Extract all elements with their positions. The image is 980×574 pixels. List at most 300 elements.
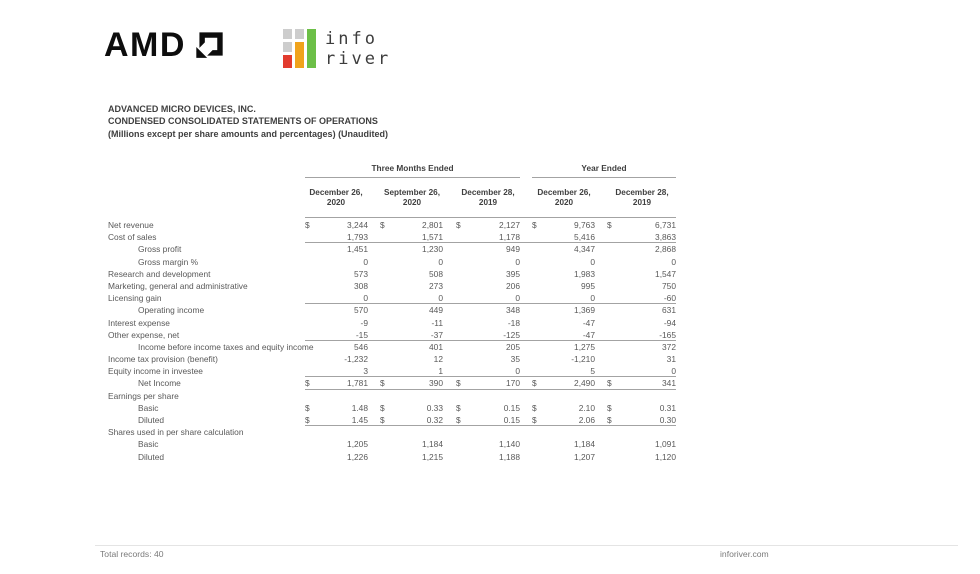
cell-value: 3,244 [347,220,368,230]
row-label: Research and development [108,268,211,279]
value-cell [305,414,368,425]
cell-value: 1,178 [499,232,520,243]
column-header [529,188,599,208]
value-cell [532,353,595,365]
cell-value: 273 [429,280,443,291]
cell-value: 0.15 [503,402,520,413]
row-values [305,256,676,268]
value-cell [607,414,676,425]
value-cell [305,438,368,450]
value-cell [456,329,520,340]
report-title-block [108,103,388,140]
cell-value: 170 [506,378,520,389]
row-label: Diluted [138,451,165,462]
value-cell [456,243,520,255]
row-label: Income before income taxes and equity income [138,341,314,352]
row-values [305,414,676,426]
table-row [108,219,676,231]
value-cell [456,390,520,402]
row-values [305,341,676,353]
cell-value: 0.15 [503,415,520,425]
value-cell [456,414,520,425]
dollar-sign: $ [532,378,537,389]
cell-value: 2,868 [655,244,676,255]
value-cell [532,256,595,268]
cell-value: 1 [438,366,443,377]
column-header-date: December 26, [537,188,591,197]
value-cell [532,451,595,463]
cell-value: 0 [363,256,368,267]
value-cell [380,256,443,268]
column-group-three-months-ended: Three Months Ended [305,162,520,178]
gray-square [283,42,292,52]
table-row [108,231,676,243]
table-row [108,402,676,414]
cell-value: 1,230 [422,244,443,255]
gray-square [295,29,304,39]
inforiver-word-line2: river [325,49,392,69]
value-cell [607,451,676,463]
cell-value: 1.45 [351,415,368,425]
cell-value: 1,140 [499,439,520,450]
dollar-sign: $ [532,402,537,413]
column-group-year-ended: Year Ended [532,162,676,178]
cell-value: 0 [515,366,520,377]
column-header [377,188,447,208]
value-cell [607,402,676,414]
dollar-sign: $ [532,220,537,230]
value-cell [607,243,676,255]
row-label: Equity income in investee [108,366,203,377]
dollar-sign: $ [305,220,310,230]
value-cell [305,402,368,414]
value-cell [456,268,520,280]
dollar-sign: $ [305,402,310,413]
value-cell [380,280,443,292]
dollar-sign: $ [607,402,612,413]
gray-square [283,29,292,39]
value-cell [380,390,443,402]
cell-value: 0 [363,293,368,304]
dollar-sign: $ [607,378,612,389]
column-header-date: December 28, [615,188,669,197]
table-row [108,377,676,389]
cell-value: 449 [429,305,443,316]
cell-value: 1,120 [655,451,676,462]
value-cell [532,377,595,388]
value-cell [532,341,595,353]
column-header [453,188,523,208]
table-row [108,304,676,316]
dollar-sign: $ [305,415,310,425]
cell-value: 0.31 [659,402,676,413]
value-cell [532,231,595,242]
value-cell [607,329,676,340]
cell-value: 3 [363,366,368,377]
cell-value: 0.30 [659,415,676,425]
total-records-label: Total records: 40 [100,549,164,559]
row-label: Net Income [138,378,181,389]
cell-value: 35 [510,354,520,365]
value-cell [456,280,520,292]
value-cell [607,280,676,292]
value-cell [380,317,443,329]
row-values [305,304,676,316]
value-cell [305,268,368,280]
cell-value: 995 [581,280,595,291]
table-row [108,390,676,402]
table-row [108,438,676,450]
cell-value: -9 [360,317,368,328]
cell-value: 3,863 [655,232,676,243]
value-cell [305,341,368,353]
table-row [108,426,676,438]
cell-value: 508 [429,268,443,279]
orange-square [295,42,304,68]
cell-value: -18 [507,317,520,328]
cell-value: -94 [663,317,676,328]
row-values [305,268,676,280]
value-cell [607,365,676,376]
value-cell [607,268,676,280]
cell-value: 1,205 [347,439,368,450]
value-cell [456,402,520,414]
cell-value: -37 [430,329,443,340]
row-label: Marketing, general and administrative [108,280,248,291]
row-label: Earnings per share [108,390,179,401]
value-cell [305,329,368,340]
column-header [607,188,677,208]
row-label: Licensing gain [108,293,162,304]
red-square [283,55,292,68]
value-cell [456,231,520,242]
value-cell [607,438,676,450]
cell-value: 206 [506,280,520,291]
dollar-sign: $ [456,378,461,389]
row-label: Operating income [138,305,205,316]
value-cell [456,292,520,303]
value-cell [380,292,443,303]
dollar-sign: $ [380,415,385,425]
cell-value: 348 [506,305,520,316]
value-cell [607,377,676,388]
value-cell [380,231,443,242]
row-values [305,365,676,377]
inforiver-website-label: inforiver.com [720,549,769,559]
value-cell [305,451,368,463]
cell-value: -11 [431,317,443,328]
value-cell [380,304,443,316]
dollar-sign: $ [456,415,461,425]
cell-value: 9,763 [574,220,595,230]
cell-value: -60 [663,293,676,304]
cell-value: 6,731 [655,220,676,230]
cell-value: 1,547 [655,268,676,279]
footer-divider [95,545,958,546]
value-cell [607,353,676,365]
table-row [108,243,676,255]
value-cell [456,353,520,365]
table-body [108,219,676,463]
dollar-sign: $ [607,415,612,425]
row-label: Shares used in per share calculation [108,427,244,438]
column-headers-row [305,181,676,218]
row-label: Basic [138,402,159,413]
table-row [108,268,676,280]
cell-value: 4,347 [574,244,595,255]
cell-value: 1,184 [574,439,595,450]
table-row [108,292,676,304]
dollar-sign: $ [456,220,461,230]
cell-value: 0 [515,256,520,267]
cell-value: -1,210 [571,354,595,365]
cell-value: 1,188 [499,451,520,462]
value-cell [532,292,595,303]
table-row [108,414,676,426]
cell-value: 1,226 [347,451,368,462]
value-cell [607,304,676,316]
cell-value: -125 [503,329,520,340]
value-cell [305,243,368,255]
value-cell [305,231,368,242]
cell-value: -1,232 [344,354,368,365]
cell-value: 0 [438,293,443,304]
cell-value: 0.33 [426,402,443,413]
value-cell [532,219,595,231]
row-values [305,438,676,450]
cell-value: -47 [582,329,595,340]
value-cell [380,353,443,365]
row-values [305,377,676,389]
cell-value: 1,369 [574,305,595,316]
cell-value: 1,207 [574,451,595,462]
value-cell [380,329,443,340]
value-cell [456,426,520,438]
cell-value: 631 [662,305,676,316]
value-cell [532,304,595,316]
report-title-line2: CONDENSED CONSOLIDATED STATEMENTS OF OPERATIONS [108,116,378,127]
value-cell [380,365,443,376]
amd-wordmark: AMD [104,26,186,64]
value-cell [380,414,443,425]
table-row [108,365,676,377]
value-cell [380,402,443,414]
value-cell [607,390,676,402]
cell-value: 2.10 [578,402,595,413]
cell-value: 401 [429,341,443,352]
cell-value: 0 [671,366,676,377]
column-header-year: 2020 [402,198,422,207]
row-values [305,231,676,243]
value-cell [532,390,595,402]
dollar-sign: $ [380,378,385,389]
row-values [305,280,676,292]
value-cell [532,438,595,450]
table-row [108,280,676,292]
cell-value: 2,490 [574,378,595,389]
cell-value: 1,781 [347,378,368,389]
row-label: Diluted [138,415,165,425]
column-header-year: 2019 [632,198,652,207]
report-title-line3: (Millions except per share amounts and percentages) (Unaudited) [108,128,389,139]
dollar-sign: $ [532,415,537,425]
cell-value: 1,184 [422,439,443,450]
report-title-line1: ADVANCED MICRO DEVICES, INC. [108,104,256,114]
column-header-date: September 26, [384,188,440,197]
cell-value: 341 [662,378,676,389]
cell-value: 5,416 [574,232,595,243]
value-cell [380,451,443,463]
cell-value: 546 [354,341,368,352]
cell-value: 0 [590,293,595,304]
value-cell [456,365,520,376]
value-cell [305,292,368,303]
cell-value: -47 [582,317,595,328]
row-values [305,317,676,329]
value-cell [305,256,368,268]
table-row [108,317,676,329]
value-cell [456,304,520,316]
amd-arrow-icon [194,30,225,61]
column-header-year: 2020 [554,198,574,207]
column-header-date: December 26, [309,188,363,197]
cell-value: 5 [590,366,595,377]
inforiver-wordmark [325,29,391,69]
value-cell [456,438,520,450]
table-row [108,256,676,268]
table-row [108,329,676,341]
table-row [108,341,676,353]
column-header-year: 2020 [326,198,346,207]
row-label: Other expense, net [108,329,180,340]
cell-value: 1,215 [422,451,443,462]
value-cell [380,219,443,231]
dollar-sign: $ [456,402,461,413]
value-cell [456,451,520,463]
row-values [305,292,676,304]
value-cell [380,243,443,255]
value-cell [532,329,595,340]
value-cell [532,414,595,425]
cell-value: 0 [590,256,595,267]
table-row [108,353,676,365]
cell-value: 205 [506,341,520,352]
cell-value: 1,983 [574,268,595,279]
inforiver-barchart-icon [283,29,316,68]
cell-value: 2,801 [422,220,443,230]
value-cell [305,304,368,316]
cell-value: 0 [671,256,676,267]
cell-value: 0 [515,293,520,304]
value-cell [456,219,520,231]
value-cell [607,292,676,303]
cell-value: 2,127 [499,220,520,230]
value-cell [532,243,595,255]
row-values [305,426,676,438]
cell-value: 1,091 [655,439,676,450]
cell-value: -165 [659,329,676,340]
inforiver-logo [283,29,391,69]
row-label: Gross margin % [138,256,199,267]
inforiver-word-line1: info [325,29,378,49]
cell-value: -15 [355,329,368,340]
dollar-sign: $ [305,378,310,389]
value-cell [380,341,443,353]
cell-value: 0 [438,256,443,267]
row-values [305,402,676,414]
value-cell [607,231,676,242]
column-header-date: December 28, [461,188,515,197]
table-row [108,451,676,463]
value-cell [532,280,595,292]
dollar-sign: $ [607,220,612,230]
row-label: Net revenue [108,220,154,230]
cell-value: 573 [354,268,368,279]
value-cell [305,426,368,438]
green-square [307,29,316,68]
value-cell [532,426,595,438]
cell-value: 1,793 [347,232,368,243]
cell-value: 390 [429,378,443,389]
cell-value: 308 [354,280,368,291]
amd-logo [104,27,225,63]
value-cell [532,268,595,280]
cell-value: 1,451 [347,244,368,255]
dollar-sign: $ [380,402,385,413]
column-header [301,188,371,208]
row-label: Income tax provision (benefit) [108,354,218,365]
value-cell [305,317,368,329]
cell-value: 12 [433,354,443,365]
value-cell [305,353,368,365]
value-cell [380,438,443,450]
value-cell [607,341,676,353]
cell-value: 2.06 [578,415,595,425]
row-values [305,219,676,231]
column-header-year: 2019 [478,198,498,207]
cell-value: 31 [666,354,676,365]
value-cell [456,317,520,329]
cell-value: 570 [354,305,368,316]
cell-value: 1.48 [351,402,368,413]
cell-value: 0.32 [426,415,443,425]
value-cell [607,426,676,438]
value-cell [456,341,520,353]
value-cell [380,377,443,388]
cell-value: 949 [506,244,520,255]
row-label: Interest expense [108,317,170,328]
value-cell [607,219,676,231]
row-values [305,243,676,255]
row-values [305,390,676,402]
row-values [305,329,676,341]
cell-value: 1,571 [422,232,443,243]
cell-value: 750 [662,280,676,291]
value-cell [532,365,595,376]
row-values [305,451,676,463]
value-cell [305,377,368,388]
row-label: Gross profit [138,244,182,255]
value-cell [456,256,520,268]
value-cell [380,268,443,280]
cell-value: 1,275 [574,341,595,352]
value-cell [305,390,368,402]
value-cell [532,317,595,329]
value-cell [305,365,368,376]
value-cell [532,402,595,414]
row-values [305,353,676,365]
value-cell [456,377,520,388]
